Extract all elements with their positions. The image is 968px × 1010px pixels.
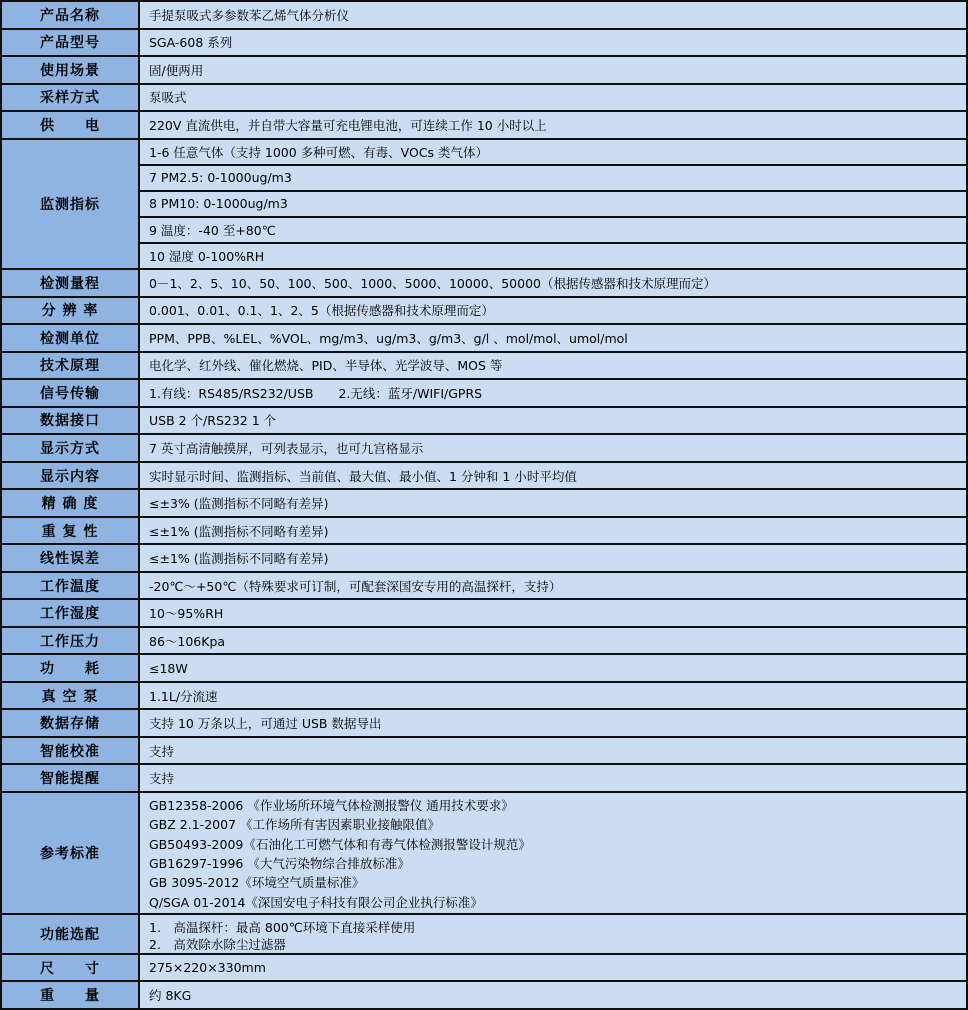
row-value: 泵吸式 <box>140 85 966 111</box>
row-signal-transmission <box>2 380 966 408</box>
row-weight <box>2 982 966 1008</box>
monitoring-subrow: 9 温度：-40 至+80℃ <box>140 218 966 244</box>
row-optional-functions <box>2 915 966 955</box>
optional-line: 2. 高效除水除尘过滤器 <box>149 936 286 951</box>
row-label: 重 量 <box>2 982 140 1008</box>
row-product-name <box>2 2 966 30</box>
row-value: 支持 10 万条以上，可通过 USB 数据导出 <box>140 710 966 736</box>
row-label: 产品型号 <box>2 30 140 56</box>
row-value: ≤±3% (监测指标不同略有差异) <box>140 490 966 516</box>
row-linearity-error <box>2 545 966 573</box>
row-label: 真 空 泵 <box>2 683 140 709</box>
row-working-temperature <box>2 573 966 601</box>
row-data-interface <box>2 408 966 436</box>
reference-standards-list <box>140 793 966 913</box>
optional-line: 1. 高温探杆：最高 800℃环境下直接采样使用 <box>149 919 416 934</box>
row-value: 手提泵吸式多参数苯乙烯气体分析仪 <box>140 2 966 28</box>
row-label: 精 确 度 <box>2 490 140 516</box>
row-usage-scenario <box>2 57 966 85</box>
row-value: 实时显示时间、监测指标、当前值、最大值、最小值、1 分钟和 1 小时平均值 <box>140 463 966 489</box>
optional-functions-list <box>140 915 966 953</box>
row-label: 检测单位 <box>2 325 140 351</box>
row-accuracy <box>2 490 966 518</box>
row-label: 尺 寸 <box>2 955 140 981</box>
row-monitoring-indicators <box>2 140 966 271</box>
row-value: 275×220×330mm <box>140 955 966 981</box>
standard-line: GB 3095-2012《环境空气质量标准》 <box>149 875 365 891</box>
row-label: 线性误差 <box>2 545 140 571</box>
row-label: 功 耗 <box>2 655 140 681</box>
row-label: 采样方式 <box>2 85 140 111</box>
row-value: 1.1L/分流速 <box>140 683 966 709</box>
row-resolution <box>2 298 966 326</box>
row-label: 智能校准 <box>2 738 140 764</box>
row-label: 智能提醒 <box>2 765 140 791</box>
row-value: 1.有线：RS485/RS232/USB 2.无线：蓝牙/WIFI/GPRS <box>140 380 966 406</box>
row-product-model <box>2 30 966 58</box>
monitoring-subrow: 10 湿度 0-100%RH <box>140 244 966 268</box>
row-label: 工作压力 <box>2 628 140 654</box>
row-display-mode <box>2 435 966 463</box>
row-label: 使用场景 <box>2 57 140 83</box>
row-dimensions <box>2 955 966 983</box>
monitoring-subrow: 7 PM2.5: 0-1000ug/m3 <box>140 166 966 192</box>
row-label: 技术原理 <box>2 353 140 379</box>
row-label: 数据接口 <box>2 408 140 434</box>
row-label: 检测量程 <box>2 270 140 296</box>
row-value: ≤±1% (监测指标不同略有差异) <box>140 545 966 571</box>
standard-line: GB12358-2006 《作业场所环境气体检测报警仪 通用技术要求》 <box>149 797 514 813</box>
row-value: 10～95%RH <box>140 600 966 626</box>
row-label: 显示方式 <box>2 435 140 461</box>
row-value: 固/便两用 <box>140 57 966 83</box>
row-value: PPM、PPB、%LEL、%VOL、mg/m3、ug/m3、g/m3、g/l 、mol/mol、umol/mol <box>140 325 966 351</box>
row-value: 0.001、0.01、0.1、1、2、5（根据传感器和技术原理而定） <box>140 298 966 324</box>
row-value: 支持 <box>140 738 966 764</box>
row-value: 约 8KG <box>140 982 966 1008</box>
row-value: SGA-608 系列 <box>140 30 966 56</box>
row-value: 支持 <box>140 765 966 791</box>
row-detection-range <box>2 270 966 298</box>
row-label: 供 电 <box>2 112 140 138</box>
row-working-pressure <box>2 628 966 656</box>
row-power-consumption <box>2 655 966 683</box>
row-label: 参考标准 <box>2 793 140 913</box>
row-label: 信号传输 <box>2 380 140 406</box>
row-value: 86～106Kpa <box>140 628 966 654</box>
row-label: 显示内容 <box>2 463 140 489</box>
row-value: 220V 直流供电，并自带大容量可充电锂电池，可连续工作 10 小时以上 <box>140 112 966 138</box>
standard-line: GB16297-1996 《大气污染物综合排放标准》 <box>149 855 410 871</box>
standard-line: GB50493-2009《石油化工可燃气体和有毒气体检测报警设计规范》 <box>149 836 531 852</box>
row-label: 监测指标 <box>2 140 140 269</box>
row-sampling-method <box>2 85 966 113</box>
row-smart-reminder <box>2 765 966 793</box>
row-data-storage <box>2 710 966 738</box>
row-label: 工作温度 <box>2 573 140 599</box>
monitoring-subrow: 1-6 任意气体（支持 1000 多种可燃、有毒、VOCs 类气体） <box>140 140 966 166</box>
row-value: USB 2 个/RS232 1 个 <box>140 408 966 434</box>
row-value: ≤±1% (监测指标不同略有差异) <box>140 518 966 544</box>
row-label: 功能选配 <box>2 915 140 953</box>
row-detection-units <box>2 325 966 353</box>
row-value: 0－1、2、5、10、50、100、500、1000、5000、10000、50000（根据传感器和技术原理而定） <box>140 270 966 296</box>
row-value: 电化学、红外线、催化燃烧、PID、半导体、光学波导、MOS 等 <box>140 353 966 379</box>
row-working-humidity <box>2 600 966 628</box>
row-value: 7 英寸高清触摸屏，可列表显示，也可九宫格显示 <box>140 435 966 461</box>
row-value: -20℃～+50℃（特殊要求可订制，可配套深国安专用的高温探杆，支持） <box>140 573 966 599</box>
row-vacuum-pump <box>2 683 966 711</box>
row-value: ≤18W <box>140 655 966 681</box>
row-label: 分 辨 率 <box>2 298 140 324</box>
standard-line: Q/SGA 01-2014《深国安电子科技有限公司企业执行标准》 <box>149 894 483 910</box>
row-reference-standards <box>2 793 966 915</box>
row-display-content <box>2 463 966 491</box>
row-repeatability <box>2 518 966 546</box>
monitoring-subrows <box>140 140 966 269</box>
monitoring-subrow: 8 PM10: 0-1000ug/m3 <box>140 192 966 218</box>
row-label: 重 复 性 <box>2 518 140 544</box>
row-technical-principle <box>2 353 966 381</box>
row-label: 数据存储 <box>2 710 140 736</box>
row-label: 产品名称 <box>2 2 140 28</box>
row-smart-calibration <box>2 738 966 766</box>
row-label: 工作湿度 <box>2 600 140 626</box>
row-power-supply <box>2 112 966 140</box>
standard-line: GBZ 2.1-2007 《工作场所有害因素职业接触限值》 <box>149 817 440 833</box>
